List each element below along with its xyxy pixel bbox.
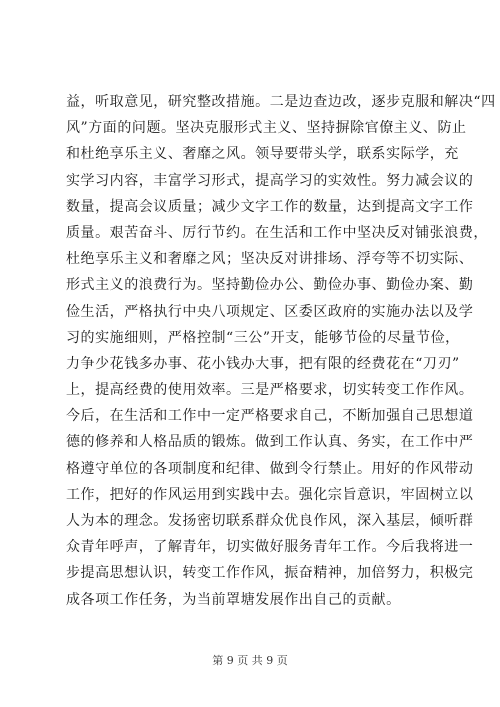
- text-line: 俭生活，严格执行中央八项规定、区委区政府的实施办法以及学: [66, 303, 474, 320]
- text-line: 质量。艰苦奋斗、厉行节约。在生活和工作中坚决反对铺张浪费，: [66, 224, 488, 241]
- text-line: 格遵守单位的各项制度和纪律、做到令行禁止。用好的作风带动: [66, 460, 474, 477]
- text-line: 步提高思想认识，转变工作作风，振奋精神，加倍努力，积极完: [66, 565, 474, 582]
- text-line: 形式主义的浪费行为。坚持勤俭办公、勤俭办事、勤俭办案、勤: [66, 277, 474, 294]
- text-line: 上，提高经费的使用效率。三是严格要求，切实转变工作作风。: [66, 382, 474, 399]
- text-line: 实学习内容，丰富学习形式，提高学习的实效性。努力减会议的: [66, 172, 474, 189]
- text-line: 成各项工作任务，为当前罩塘发展作出自己的贡献。: [66, 591, 401, 608]
- text-line: 习的实施细则，严格控制“三公”开支，能够节俭的尽量节俭，: [66, 329, 460, 346]
- page-number-footer: 第 9 页 共 9 页: [212, 654, 288, 667]
- body-text: [66, 89, 496, 613]
- text-line: 人为本的理念。发扬密切联系群众优良作风，深入基层，倾听群: [66, 513, 474, 529]
- text-line: 益，听取意见，研究整改措施。二是边查边改，逐步克服和解决“四: [66, 94, 496, 110]
- text-line: 杜绝享乐主义和奢靡之风；坚决反对讲排场、浮夸等不切实际、: [66, 251, 474, 268]
- text-line: 力争少花钱多办事、花小钱办大事，把有限的经费花在“刀刃”: [66, 355, 460, 372]
- text-line: 数量，提高会议质量；减少文字工作的数量，达到提高文字工作: [66, 198, 474, 215]
- text-line: 德的修养和人格品质的锻炼。做到工作认真、务实，在工作中严: [66, 434, 474, 451]
- text-line: 今后，在生活和工作中一定严格要求自己，不断加强自己思想道: [66, 408, 474, 425]
- text-line: 和杜绝享乐主义、奢靡之风。领导要带头学，联系实际学，充: [66, 146, 459, 163]
- text-line: 工作，把好的作风运用到实践中去。强化宗旨意识，牢固树立以: [66, 486, 474, 503]
- text-line: 风”方面的问题。坚决克服形式主义、坚持摒除官僚主义、防止: [66, 120, 467, 137]
- text-line: 众青年呼声，了解青年，切实做好服务青年工作。今后我将进一: [66, 539, 474, 556]
